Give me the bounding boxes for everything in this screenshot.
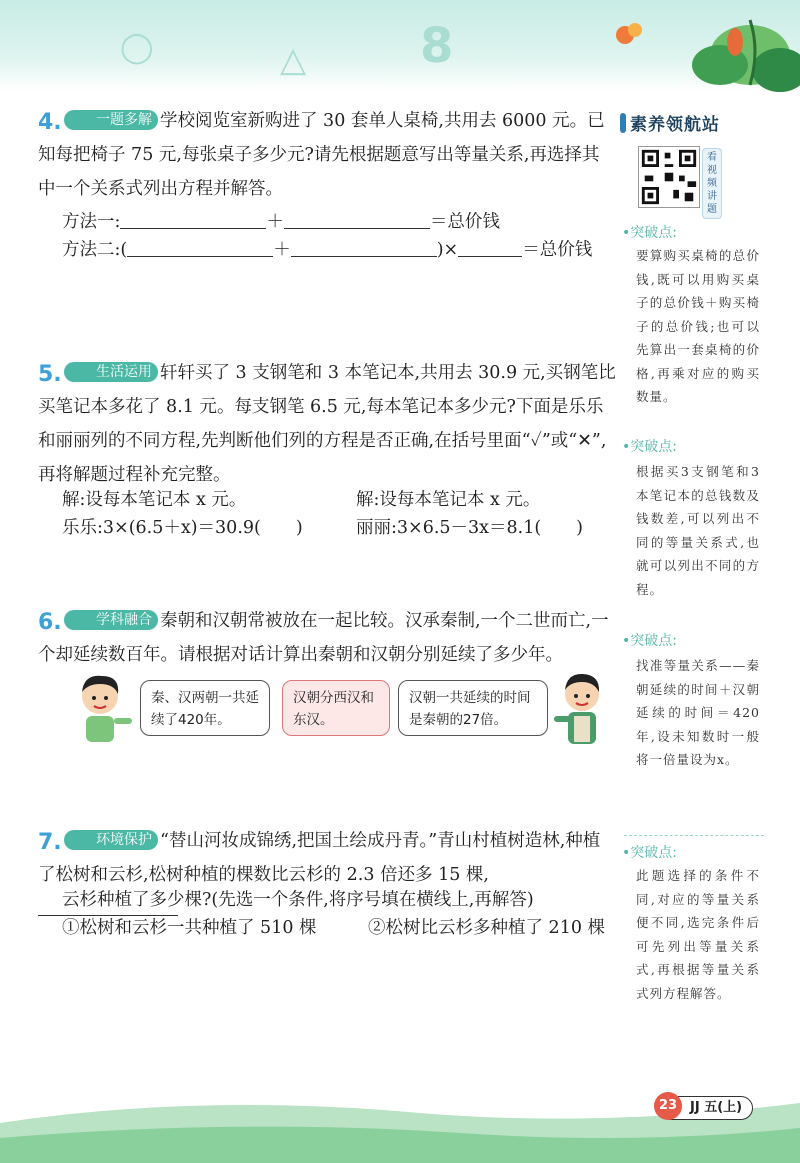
right-equation[interactable]: 丽丽:3×6.5－3x＝8.1( ) (356, 518, 584, 538)
plus-sign: ＋ (266, 212, 284, 232)
equation-result: ＝总价钱 (522, 240, 593, 260)
question-text: 秦朝和汉朝常被放在一起比较。汉承秦制,一个二世而亡,一个却延续数百年。请根据对话计算出秦朝和汉朝分别延续了多少年。 (38, 611, 609, 665)
tip-body: 找准等量关系——秦朝延续的时间＋汉朝延续的时间＝420年,设未知数时一般将一倍量设为x。 (636, 658, 760, 767)
book-label: JJ 五(上) (659, 1096, 753, 1120)
method-label: 方法一: (62, 212, 121, 232)
question-5 (38, 356, 616, 492)
answer-blank[interactable] (284, 210, 430, 229)
equation-result: ＝总价钱 (429, 212, 500, 232)
speech-bubble: 汉朝分西汉和东汉。 (282, 680, 390, 736)
question-number: 4. (38, 110, 62, 135)
page-number: 23 (654, 1092, 682, 1120)
speech-bubble: 汉朝一共延续的时间是秦朝的27倍。 (398, 680, 548, 736)
question-tag: 学科融合 (64, 610, 158, 630)
decor-symbol: 8 (420, 18, 454, 74)
tip-body: 根据买3支钢笔和3本笔记本的总钱数及钱数差,可以列出不同的等量关系式,也就可以列出不同的方程。 (636, 464, 760, 597)
question-number: 6. (38, 610, 62, 635)
question-number: 5. (38, 362, 62, 387)
tip-heading: •突破点: (622, 633, 677, 649)
question-6 (38, 604, 616, 672)
times-sign: )× (436, 240, 459, 260)
question-text: 学校阅览室新购进了 30 套单人桌椅,共用去 6000 元。已知每把椅子 75 元,每张桌子多少元?请先根据题意写出等量关系,再选择其中一个关系式列出方程并解答。 (38, 111, 605, 199)
question-text: 轩轩买了 3 支钢笔和 3 本笔记本,共用去 30.9 元,买钢笔比买笔记本多花了 8.1 元。每支钢笔 6.5 元,每本笔记本多少元?下面是乐乐和丽丽列的不同方程,先判断他们列的方程是否正确,在括号里面“✓”或“✕”,再将解题过程补充完整。 (38, 363, 616, 485)
left-equation[interactable]: 乐乐:3×(6.5＋x)＝30.9( ) (62, 518, 303, 538)
tip-body: 要算购买桌椅的总价钱,既可以用购买桌子的总价钱＋购买椅子的总价钱;也可以先算出一套桌椅的价格,再乘对应的购买数量。 (636, 248, 760, 404)
question-tag: 生活运用 (64, 362, 158, 382)
answer-blank[interactable] (291, 238, 437, 257)
speech-bubble: 秦、汉两朝一共延续了420年。 (140, 680, 270, 736)
method-2-row (62, 236, 592, 261)
answer-blank[interactable] (458, 238, 522, 257)
leaf-illustration (600, 0, 800, 92)
page-header (0, 0, 800, 92)
plus-sign: ＋ (273, 240, 291, 260)
boy-illustration (554, 670, 610, 746)
condition-option-1: ①松树和云杉一共种植了 510 棵 (62, 918, 317, 938)
method-1-row (62, 208, 500, 233)
left-solution: 解:设每本笔记本 x 元。 (62, 490, 247, 510)
divider (624, 835, 764, 836)
question-number: 7. (38, 830, 62, 855)
qr-label: 看视频讲题 (702, 148, 722, 219)
answer-blank[interactable] (127, 238, 273, 257)
condition-option-2: ②松树比云杉多种植了 210 棵 (368, 918, 606, 938)
question-tag: 一题多解 (64, 110, 158, 130)
tip-body: 此题选择的条件不同,对应的等量关系便不同,选完条件后可先列出等量关系式,再根据等量关系式列方程解答。 (636, 868, 760, 1001)
boy-illustration (70, 672, 134, 744)
answer-blank[interactable] (120, 210, 266, 229)
side-title: 素养领航站 (620, 110, 760, 138)
tip-heading: •突破点: (622, 225, 677, 241)
tip-heading: •突破点: (622, 439, 677, 455)
decor-symbol: △ (280, 40, 307, 80)
decor-symbol: ◯ (120, 30, 154, 65)
question-text: “替山河妆成锦绣,把国土绘成丹青。”青山村植树造林,种植了松树和云杉,松树种植的棵数比云杉的 2.3 倍还多 15 棵, (38, 831, 601, 885)
right-solution: 解:设每本笔记本 x 元。 (356, 490, 541, 510)
question-text-continued: 云杉种植了多少棵?(先选一个条件,将序号填在横线上,再解答) (62, 890, 534, 910)
question-4 (38, 104, 616, 206)
qr-code[interactable] (638, 146, 700, 208)
footer-decoration (0, 1083, 800, 1163)
method-label: 方法二:( (62, 240, 128, 260)
tip-heading: •突破点: (622, 845, 677, 861)
question-tag: 环境保护 (64, 830, 158, 850)
